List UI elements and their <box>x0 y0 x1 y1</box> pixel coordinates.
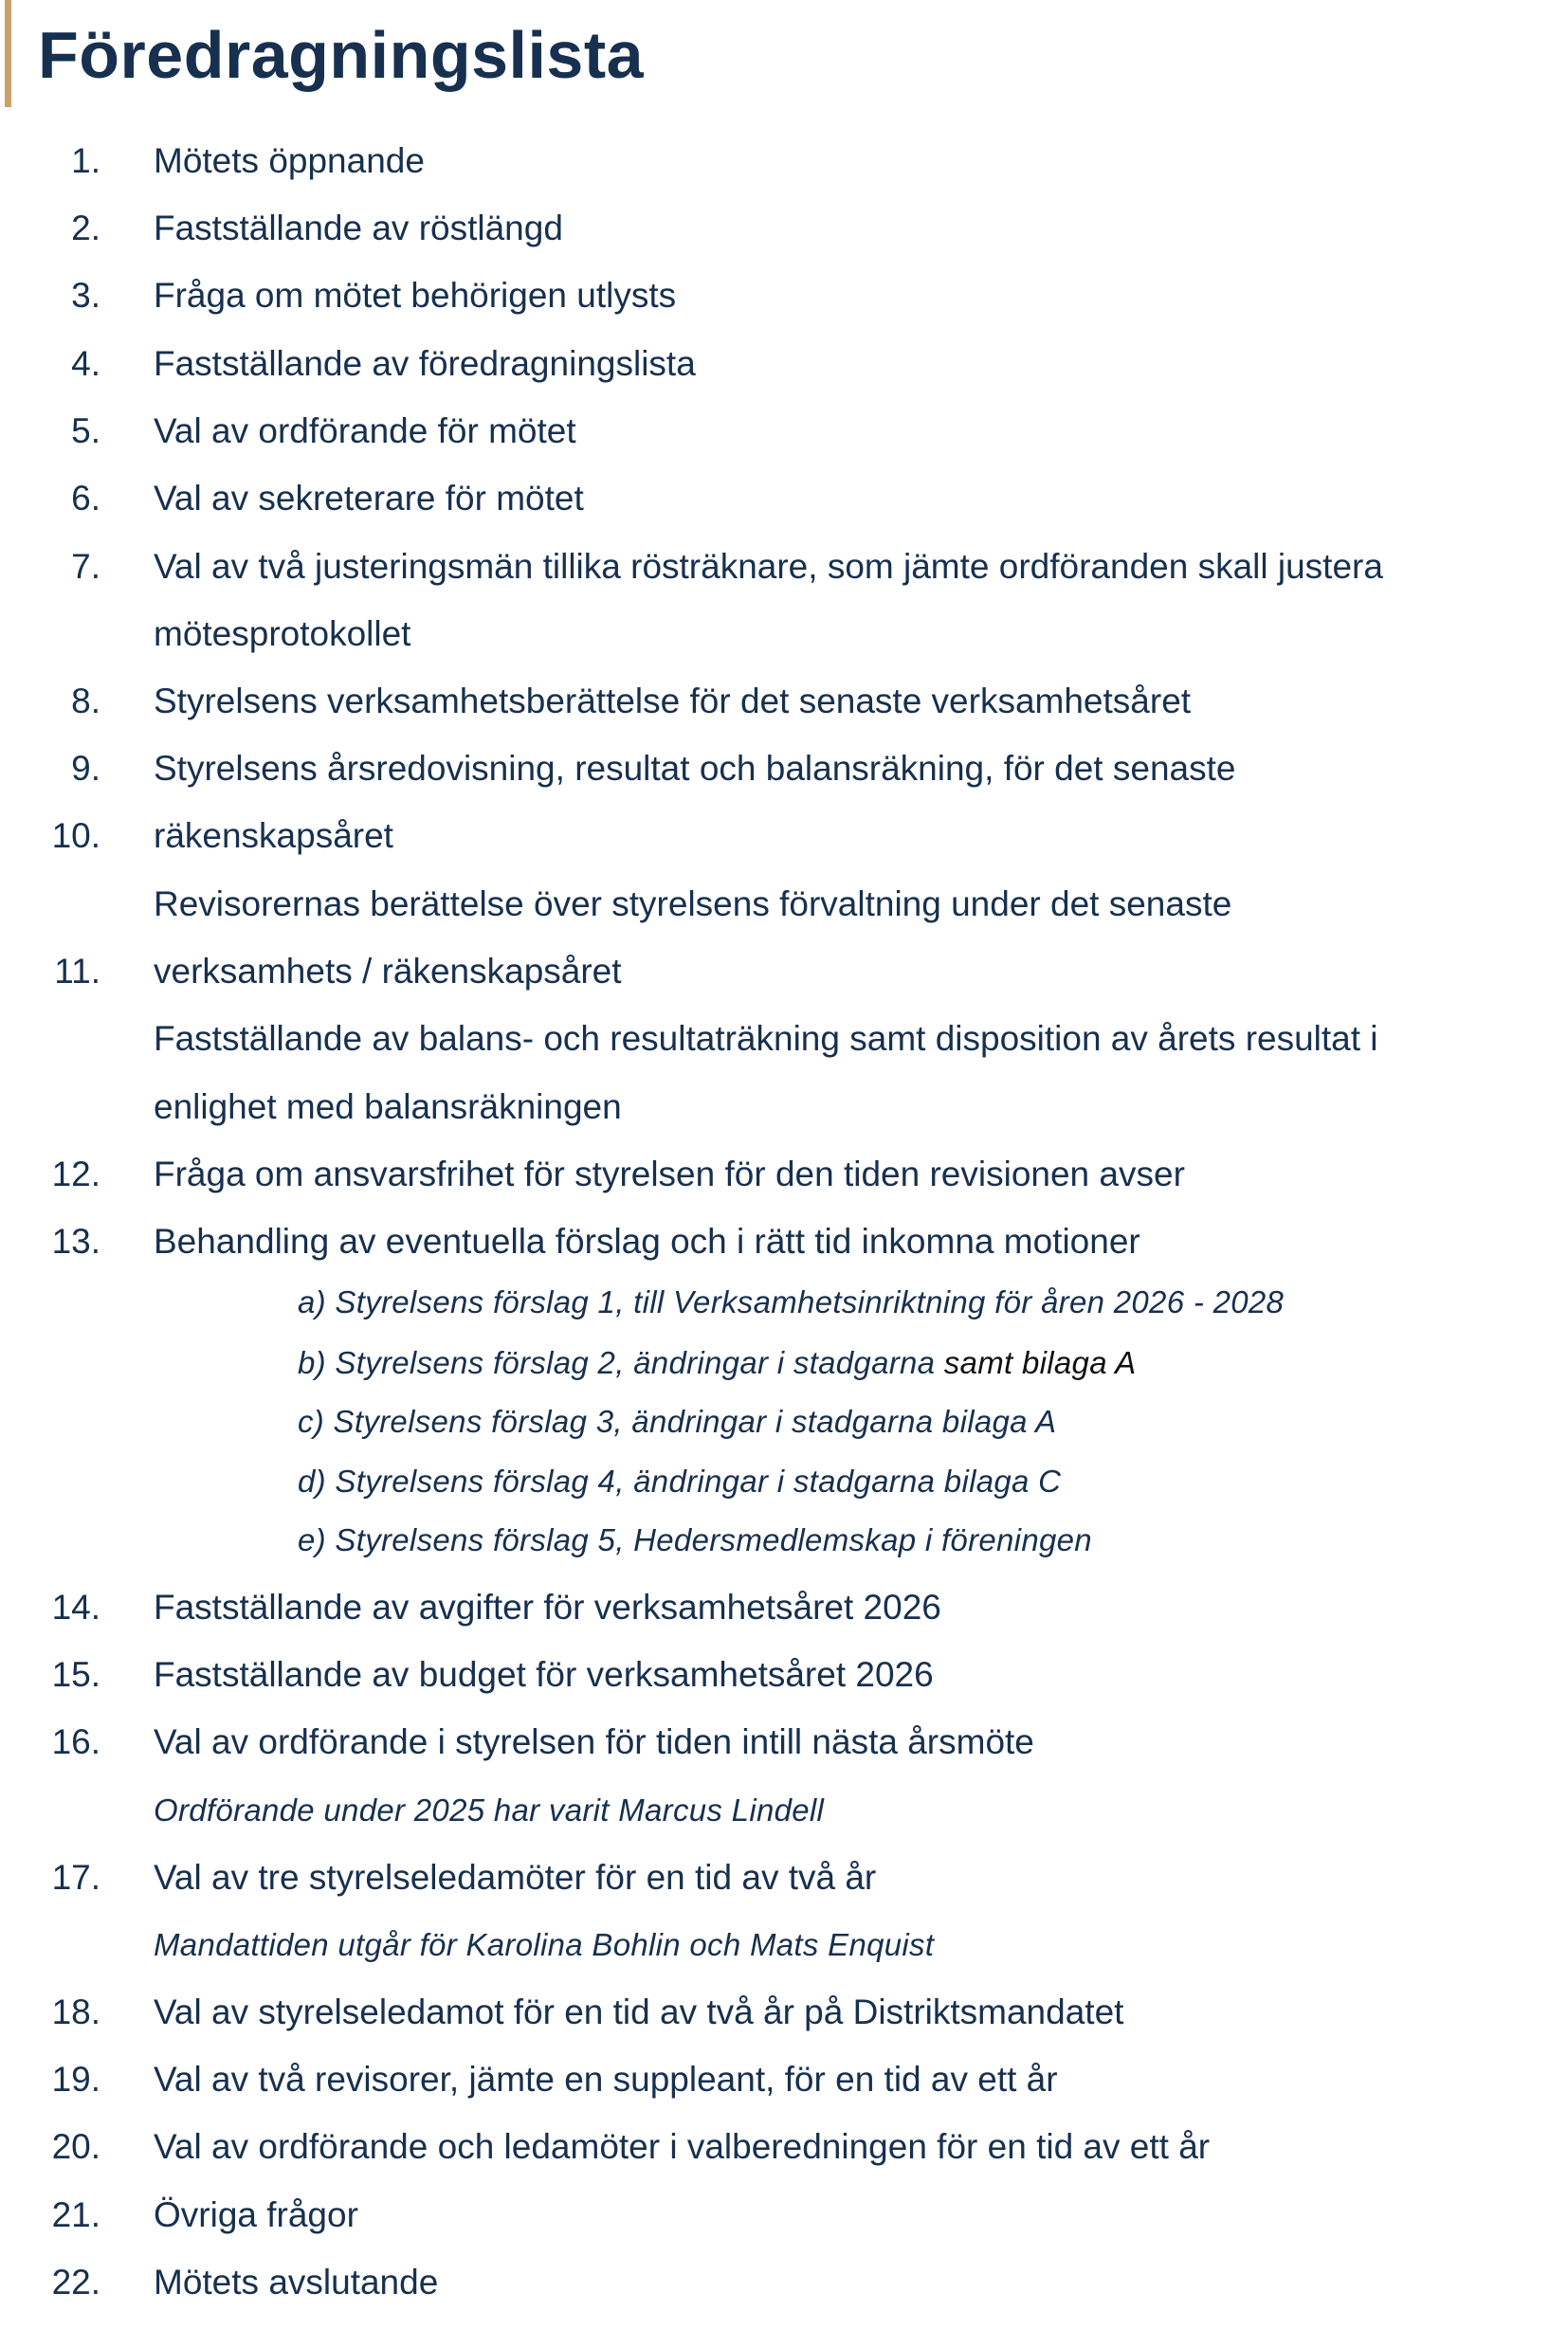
agenda-subitem: c) Styrelsens förslag 3, ändringar i stadgarna bilaga A <box>298 1404 1057 1439</box>
item-number: 8. <box>71 682 100 720</box>
item-text: Val av ordförande och ledamöter i valberedningen för en tid av ett år <box>154 2127 1211 2166</box>
item-text: Val av två revisorer, jämte en suppleant, för en tid av ett år <box>154 2060 1058 2099</box>
item-text: Fastställande av föredragningslista <box>154 344 696 383</box>
item-text: Revisorernas berättelse över styrelsens förvaltning under det senaste <box>154 884 1232 923</box>
item-text: Val av två justeringsmän tillika rösträknare, som jämte ordföranden skall justera <box>154 547 1383 586</box>
page-title: Föredragningslista <box>38 18 645 92</box>
item-text: räkenskapsåret <box>154 816 393 855</box>
item-number: 4. <box>71 344 100 383</box>
item-number: 16. <box>51 1722 100 1761</box>
item-number: 19. <box>51 2060 100 2099</box>
item-text: Fastställande av balans- och resultaträkning samt disposition av årets resultat i <box>154 1019 1378 1058</box>
item-text: Fastställande av röstlängd <box>154 209 563 247</box>
item-text: Fastställande av avgifter för verksamhetsåret 2026 <box>154 1588 941 1627</box>
item-number: 15. <box>51 1655 100 1694</box>
subitem-text-extra: samt bilaga A <box>943 1345 1137 1380</box>
item-text: verksamhets / räkenskapsåret <box>154 952 622 991</box>
item-text: Val av styrelseledamot för en tid av två år på Distriktsmandatet <box>154 1992 1124 2031</box>
item-text: Behandling av eventuella förslag och i rätt tid inkomna motioner <box>154 1222 1140 1261</box>
item-text: Övriga frågor <box>154 2195 358 2234</box>
item-text: Val av tre styrelseledamöter för en tid av två år <box>154 1858 877 1897</box>
item-number: 18. <box>51 1992 100 2031</box>
agenda-subitem: d) Styrelsens förslag 4, ändringar i stadgarna bilaga C <box>298 1464 1062 1499</box>
item-note: Ordförande under 2025 har varit Marcus Lindell <box>154 1792 825 1828</box>
item-number: 3. <box>71 276 100 315</box>
item-text: Fastställande av budget för verksamhetsåret 2026 <box>154 1655 934 1694</box>
item-text: Val av sekreterare för mötet <box>154 479 584 518</box>
item-number: 20. <box>51 2127 100 2166</box>
agenda-subitem: e) Styrelsens förslag 5, Hedersmedlemskap i föreningen <box>298 1522 1092 1557</box>
item-text: Styrelsens verksamhetsberättelse för det senaste verksamhetsåret <box>154 682 1192 720</box>
item-text: Styrelsens årsredovisning, resultat och balansräkning, för det senaste <box>154 749 1236 788</box>
item-text: Val av ordförande för mötet <box>154 411 576 450</box>
item-number: 14. <box>51 1588 100 1627</box>
item-text: Val av ordförande i styrelsen för tiden intill nästa årsmöte <box>154 1722 1034 1761</box>
item-number: 5. <box>71 411 100 450</box>
item-text-continuation: mötesprotokollet <box>154 614 411 653</box>
item-text: Fråga om ansvarsfrihet för styrelsen för den tiden revisionen avser <box>154 1155 1185 1193</box>
item-number: 22. <box>51 2263 100 2302</box>
item-number: 13. <box>51 1222 100 1261</box>
item-note: Mandattiden utgår för Karolina Bohlin och Mats Enquist <box>154 1927 935 1962</box>
item-text-continuation: enlighet med balansräkningen <box>154 1087 622 1126</box>
title-accent-bar <box>5 0 11 107</box>
subitem-text: b) Styrelsens förslag 2, ändringar i stadgarna <box>298 1345 936 1380</box>
item-number: 2. <box>71 209 100 247</box>
item-number: 10. <box>51 816 100 855</box>
item-number: 21. <box>51 2195 100 2234</box>
item-text: Fråga om mötet behörigen utlysts <box>154 276 677 315</box>
agenda-subitem: a) Styrelsens förslag 1, till Verksamhetsinriktning för åren 2026 - 2028 <box>298 1284 1285 1319</box>
item-number: 12. <box>51 1155 100 1193</box>
item-number: 1. <box>71 141 100 180</box>
item-text: Mötets avslutande <box>154 2263 439 2302</box>
item-number: 11. <box>54 952 100 991</box>
item-number: 7. <box>71 547 100 586</box>
item-number: 6. <box>71 479 100 518</box>
agenda-subitem <box>298 1337 1136 1390</box>
item-number: 9. <box>71 749 100 788</box>
item-number: 17. <box>51 1858 100 1897</box>
item-text: Mötets öppnande <box>154 141 425 180</box>
